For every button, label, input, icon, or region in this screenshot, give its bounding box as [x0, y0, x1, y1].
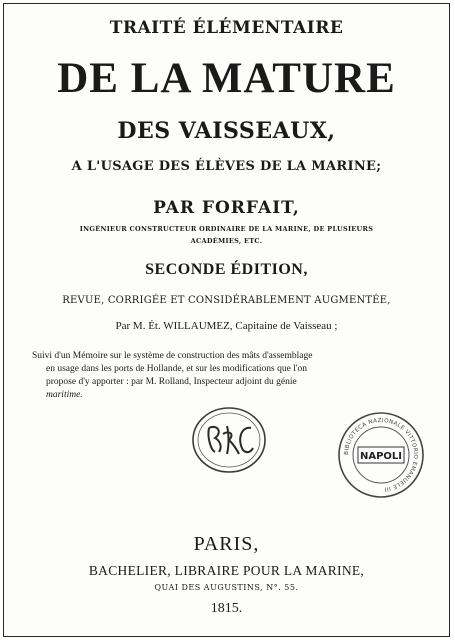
svg-text:NAPOLI: NAPOLI: [359, 451, 403, 462]
memoir-line: maritime.: [46, 390, 83, 400]
author-credentials-line2: ACADÉMIES, ETC.: [190, 237, 263, 245]
monogram-stamp-icon: [189, 404, 269, 476]
memoir-line: Suivi d'un Mémoire sur le système de construction des mâts d'assemblage: [32, 351, 313, 361]
author-line: PAR FORFAIT,: [153, 198, 300, 218]
main-title: DE LA MATURE: [57, 55, 396, 102]
publication-year: 1815.: [210, 601, 243, 616]
svg-text:BIBLIOTECA NAZIONALE VITTORIO: BIBLIOTECA NAZIONALE VITTORIO EMANUELE III: [343, 417, 419, 492]
title-page: [3, 3, 450, 637]
subtitle-eleves: A L'USAGE DES ÉLÈVES DE LA MARINE;: [71, 159, 382, 174]
monogram-stamp: [189, 404, 269, 476]
revision-line: REVUE, CORRIGÉE ET CONSIDÉRABLEMENT AUGMENTÉE,: [62, 295, 391, 306]
title-line-vaisseaux: DES VAISSEAUX,: [117, 118, 336, 144]
publisher-line: BACHELIER, LIBRAIRE POUR LA MARINE,: [88, 563, 365, 578]
memoir-paragraph: [32, 350, 432, 402]
title-line-traite: TRAITÉ ÉLÉMENTAIRE: [109, 18, 344, 38]
author-credentials-line1: INGÉNIEUR CONSTRUCTEUR ORDINAIRE DE LA MARINE, DE PLUSIEURS: [79, 225, 374, 233]
editor-line: Par M. Ét. WILLAUMEZ, Capitaine de Vaisseau ;: [115, 320, 338, 332]
library-seal-icon: [336, 410, 426, 500]
publisher-address: QUAI DES AUGUSTINS, N°. 55.: [154, 583, 299, 592]
memoir-line: en usage dans les ports de Hollande, et sur les modifications que l'on: [46, 364, 308, 374]
edition-line: SECONDE ÉDITION,: [145, 261, 308, 278]
library-stamp: [336, 410, 426, 500]
place-of-publication: PARIS,: [193, 533, 260, 555]
memoir-line: propose d'y apporter : par M. Rolland, Inspecteur adjoint du génie: [46, 377, 297, 387]
